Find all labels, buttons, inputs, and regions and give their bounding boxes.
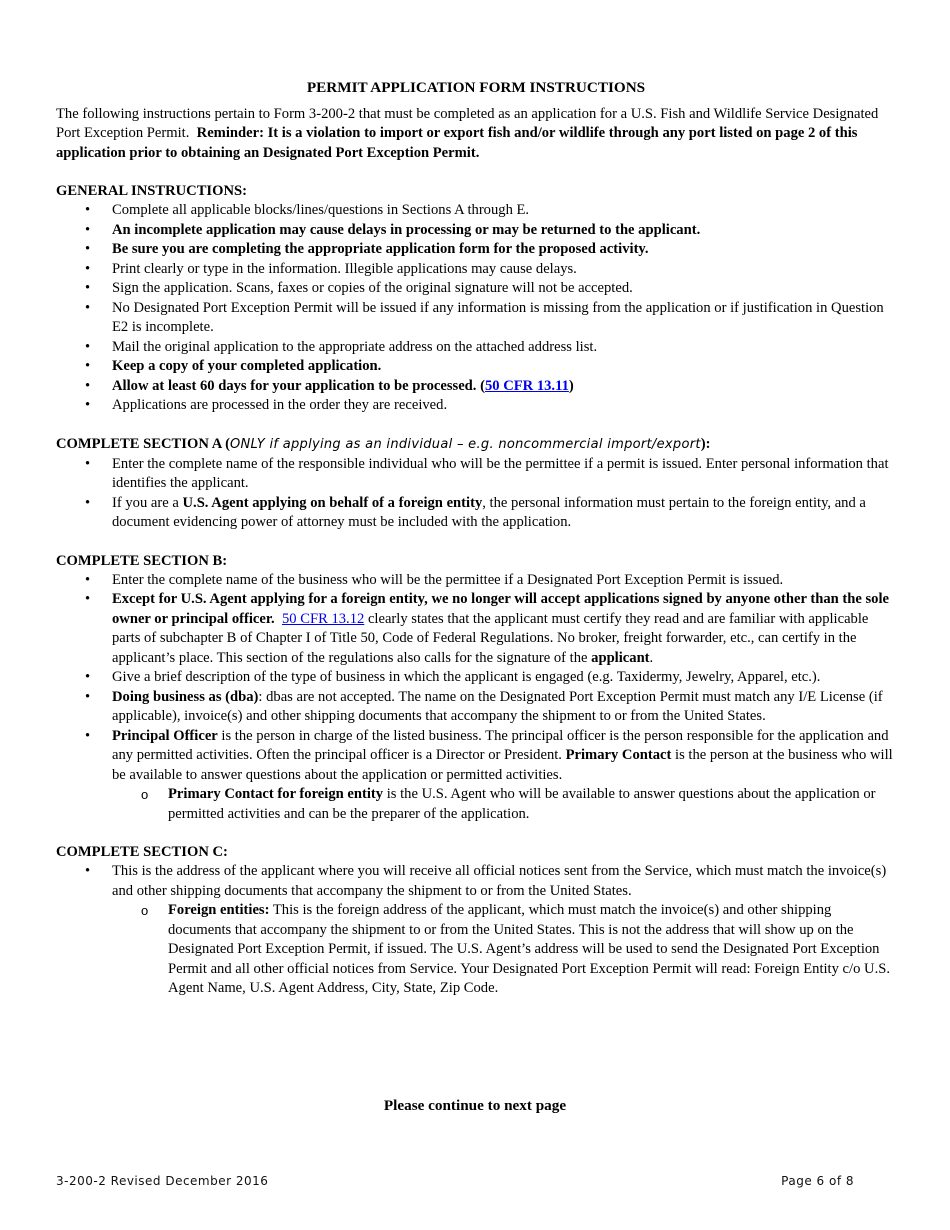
intro-paragraph [56, 105, 896, 164]
cfr-13-11-link[interactable]: 50 CFR 13.11 [484, 377, 569, 394]
section-a-list [56, 455, 896, 533]
section-c-heading: COMPLETE SECTION C: [56, 844, 228, 860]
list-item: • Complete all applicable blocks/lines/questions in Sections A through E. [112, 201, 896, 221]
list-item: • If you are a U.S. Agent applying on behalf of a foreign entity, the personal information must pertain to the foreign entity, and a document evidencing power of attorney must be included with the application. [112, 494, 896, 533]
list-item: • Applications are processed in the order they are received. [112, 396, 896, 416]
list-item: • No Designated Port Exception Permit will be issued if any information is missing from the application or if justification in Question E2 is incomplete. [112, 299, 896, 338]
footer-form-revision: 3-200-2 Revised December 2016 [56, 1174, 269, 1188]
section-a-heading: COMPLETE SECTION A (ONLY if applying as an individual – e.g. noncommercial import/export): [56, 435, 711, 452]
section-c-sublist [112, 901, 896, 999]
section-b-list [56, 571, 896, 825]
list-item: • Give a brief description of the type of business in which the applicant is engaged (e.g. Taxidermy, Jewelry, Apparel, etc.). [112, 668, 896, 688]
list-item: • Doing business as (dba): dbas are not accepted. The name on the Designated Port Exception Permit must match any I/E License (if applicable), invoice(s) and other shipping documents that accompany the shipment to or from the United States. [112, 688, 896, 727]
cfr-13-12-link[interactable]: 50 CFR 13.12 [281, 610, 365, 627]
list-item: o Primary Contact for foreign entity is the U.S. Agent who will be available to answer questions about the application or permitted activities and can be the preparer of the application. [168, 785, 896, 824]
section-b-sublist [112, 785, 896, 824]
section-c-list [56, 862, 896, 999]
list-item: • Except for U.S. Agent applying for a foreign entity, we no longer will accept applications signed by anyone other than the sole owner or principal officer. 50 CFR 13.12 clearly states that the applicant must certify they read and are familiar with applicable parts of subchapter B of Chapter I of Title 50, Code of Federal Regulations. No broker, freight forwarder, etc., can certify in the applicant’s place. This section of the regulations also calls for the signature of the applicant. [112, 590, 896, 668]
list-item: • Be sure you are completing the appropriate application form for the proposed activity. [112, 240, 896, 260]
list-item: • Enter the complete name of the responsible individual who will be the permittee if a permit is issued. Enter personal information that identifies the applicant. [112, 455, 896, 494]
section-b-heading: COMPLETE SECTION B: [56, 552, 228, 569]
list-item: • Enter the complete name of the business who will be the permittee if a Designated Port Exception Permit is issued. [112, 571, 896, 591]
list-item: • An incomplete application may cause delays in processing or may be returned to the applicant. [112, 221, 896, 241]
instructions-page [56, 78, 896, 999]
continue-note: Please continue to next page [383, 1097, 567, 1114]
list-item: • Allow at least 60 days for your application to be processed. (50 CFR 13.11) [112, 377, 896, 397]
list-item: • Sign the application. Scans, faxes or copies of the original signature will not be accepted. [112, 279, 896, 299]
list-item: • Mail the original application to the appropriate address on the attached address list. [112, 338, 896, 358]
page-title: PERMIT APPLICATION FORM INSTRUCTIONS [306, 79, 646, 96]
list-item: • Keep a copy of your completed application. [112, 357, 896, 377]
list-item: • Principal Officer is the person in charge of the listed business. The principal officer is the person responsible for the application and any permitted activities. Often the principal officer is a Director or President. Primary Contact is the person at the business who will be available to answer questions about the application or permitted activities. o Primary Contact for foreign entity is the U.S. Agent who will be available to answer questions about the application or permitted activities and can be the preparer of the application. [112, 727, 896, 825]
general-heading: GENERAL INSTRUCTIONS: [56, 183, 247, 199]
list-item: • This is the address of the applicant where you will receive all official notices sent from the Service, which must match the invoice(s) and other shipping documents that accompany the shipment to or from the United States. o Foreign entities: This is the foreign address of the applicant, which must match the invoice(s) and other shipping documents that accompany the shipment to or from the United States. This is not the address that will show up on the Designated Port Exception Permit, if issued. The U.S. Agent’s address will be used to send the Designated Port Exception Permit and all other official notices from Service. Your Designated Port Exception Permit will read: Foreign Entity c/o U.S. Agent Name, U.S. Agent Address, City, State, Zip Code. [112, 862, 896, 999]
list-item: o Foreign entities: This is the foreign address of the applicant, which must match the invoice(s) and other shipping documents that accompany the shipment to or from the United States. This is not the address that will show up on the Designated Port Exception Permit, if issued. The U.S. Agent’s address will be used to send the Designated Port Exception Permit and all other official notices from Service. Your Designated Port Exception Permit will read: Foreign Entity c/o U.S. Agent Name, U.S. Agent Address, City, State, Zip Code. [168, 901, 896, 999]
intro-text: The following instructions pertain to Form 3-200-2 that must be completed as an application for a U.S. Fish and Wildlife Service Designated Port Exception Permit. [56, 105, 879, 141]
general-list [56, 201, 896, 416]
intro-reminder: Reminder: It is a violation to import or export fish and/or wildlife through any port listed on page 2 of this application prior to obtaining an Designated Port Exception Permit. [56, 125, 858, 161]
list-item: • Print clearly or type in the information. Illegible applications may cause delays. [112, 260, 896, 280]
footer-page-number: Page 6 of 8 [781, 1174, 854, 1188]
